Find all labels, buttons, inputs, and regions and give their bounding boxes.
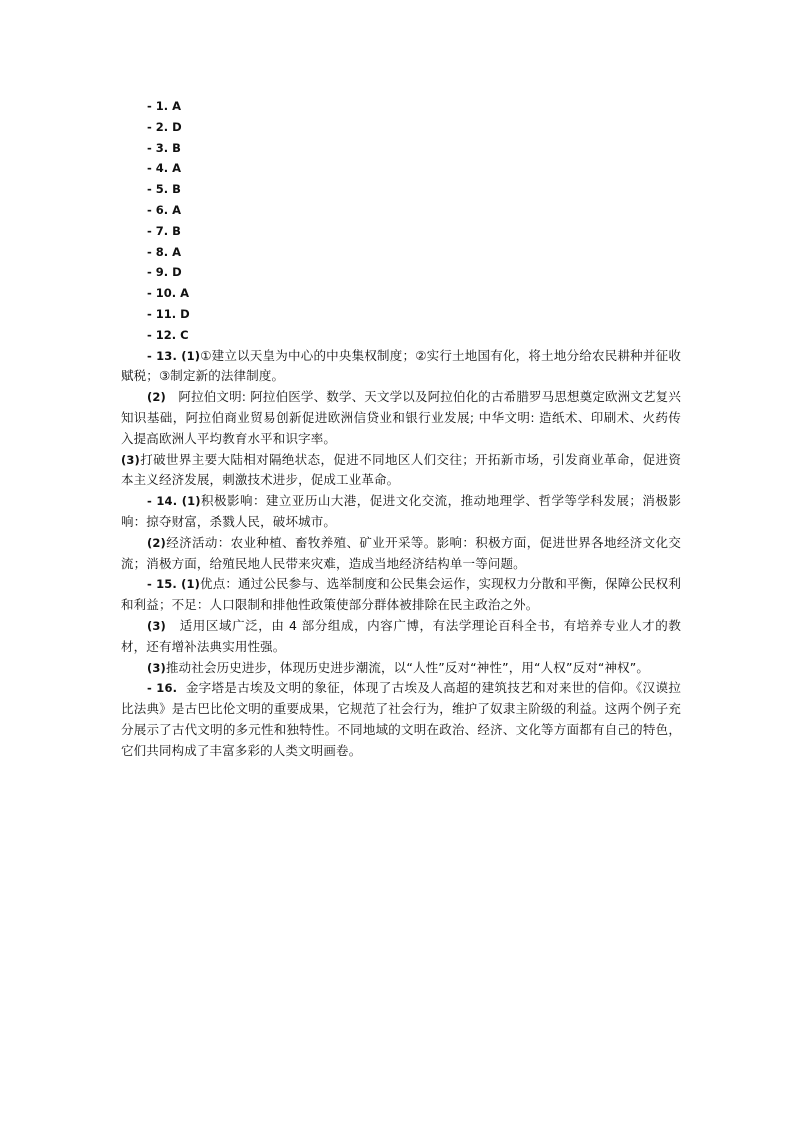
mc-answer-6: - 6. A (147, 202, 182, 217)
q14-part2-label: (2) (147, 535, 166, 550)
mc-answer-2: - 2. D (147, 119, 182, 134)
q13-part3 (121, 450, 681, 492)
mc-answer-11: - 11. D (147, 306, 190, 321)
mc-answer-1: - 1. A (147, 99, 182, 113)
q15-label: - 15. (1) (147, 577, 201, 592)
q14-part1-text: 积极影响：建立亚历山大港，促进文化交流，推动地理学、哲学等学科发展；消极影响：掠夺财富，杀戮人民，破坏城市。 (121, 493, 681, 529)
q13-part1 (121, 346, 681, 388)
mc-answer-8: - 8. A (147, 244, 182, 259)
q16-text: 金字塔是古埃及文明的象征，体现了古埃及人高超的建筑技艺和对来世的信仰。《汉谟拉比法典》是古巴比伦文明的重要成果，它规范了社会行为，维护了奴隶主阶级的利益。这两个例子充分展示了古代文明的多元性和独特性。不同地域的文明在政治、经济、文化等方面都有自己的特色，它们共同构成了丰富多彩的人类文明画卷。 (121, 680, 682, 758)
answer-key (121, 96, 681, 762)
mc-answer-7: - 7. B (147, 223, 181, 238)
q15-part1-text: 优点：通过公民参与、选举制度和公民集会运作，实现权力分散和平衡，保障公民权利和利益；不足：人口限制和排他性政策使部分群体被排除在民主政治之外。 (121, 576, 681, 613)
q15-part2-label: (3) (147, 618, 166, 633)
q15-part2-text: 适用区域广泛，由 4 部分组成，内容广博，有法学理论百科全书，有培养专业人才的教材，还有增补法典实用性强。 (121, 617, 682, 654)
q13-part2-label: (2) (147, 390, 166, 405)
q14-part2-text: 经济活动：农业种植、畜牧养殖、矿业开采等。影响：积极方面，促进世界各地经济文化交流；消极方面，给殖民地人民带来灾难，造成当地经济结构单一等问题。 (121, 534, 681, 571)
q13-part1-text: ①建立以天皇为中心的中央集权制度；②实行土地国有化，将土地分给农民耕种并征收赋税；③制定新的法律制度。 (121, 347, 681, 384)
q16-label: - 16. (147, 681, 178, 696)
mc-answer-12: - 12. C (147, 327, 189, 342)
q14-part2 (121, 533, 681, 575)
q13-part2 (121, 387, 681, 449)
q16-answer (121, 678, 681, 761)
q13-part3-text: 打破世界主要大陆相对隔绝状态，促进不同地区人们交往；开拓新市场，引发商业革命，促进资本主义经济发展，刺激技术进步，促成工业革命。 (121, 451, 681, 488)
q15-part1 (121, 574, 681, 616)
mc-answer-3: - 3. B (147, 140, 181, 155)
q13-label: - 13. (1) (147, 348, 201, 363)
mc-answer-4: - 4. A (147, 161, 182, 176)
mc-answer-10: - 10. A (147, 286, 190, 301)
q14-label: - 14. (1) (147, 494, 201, 509)
q15-part3-text: 推动社会历史进步，体现历史进步潮流，以“人性”反对“神性”，用“人权”反对“神权”。 (165, 659, 650, 675)
q15-part2 (121, 616, 681, 658)
mc-answer-9: - 9. D (147, 265, 182, 280)
q13-part3-label: (3) (121, 452, 140, 467)
q15-part3 (121, 658, 681, 679)
q14-part1 (121, 491, 681, 533)
mc-answer-5: - 5. B (147, 182, 181, 197)
q15-part3-label: (3) (147, 660, 166, 675)
q13-part2-text: 阿拉伯文明: 阿拉伯医学、数学、天文学以及阿拉伯化的古希腊罗马思想奠定欧洲文艺复兴知识基础，阿拉伯商业贸易创新促进欧洲信贷业和银行业发展; 中华文明: 造纸术、印刷术、火药传入提高欧洲人平均教育水平和识字率。 (121, 389, 681, 446)
